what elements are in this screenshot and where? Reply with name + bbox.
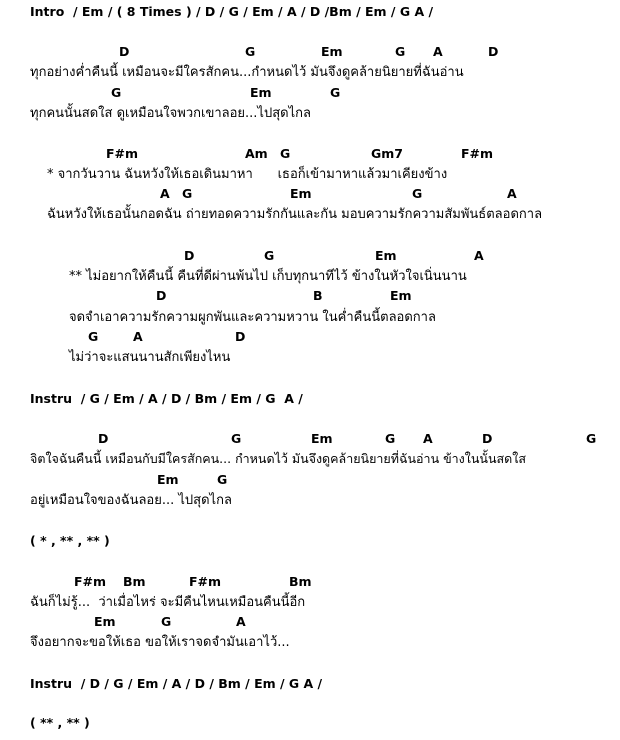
chord: G: [182, 186, 193, 201]
chord: F#m: [189, 574, 222, 589]
lyric-line: ไม่ว่าจะแสนนานสักเพียงไหน: [69, 350, 231, 365]
chord: F#m: [461, 146, 494, 161]
chord: G: [412, 186, 423, 201]
chord: D: [98, 431, 109, 446]
chord: F#m: [106, 146, 139, 161]
chord: G: [217, 472, 228, 487]
chord: D: [235, 329, 246, 344]
lyric-line: จึงอยากจะขอให้เธอ ขอให้เราจดจำมันเอาไว้...: [30, 635, 290, 650]
chord: G: [245, 44, 256, 59]
chord: Em: [311, 431, 333, 446]
lyric-line: ฉันก็ไม่รู้... ว่าเมื่อไหร่ จะมีคืนไหนเหมือนคืนนี้อีก: [30, 595, 306, 610]
chord: A: [160, 186, 170, 201]
chord: G: [395, 44, 406, 59]
chord: G: [231, 431, 242, 446]
chord: G: [111, 85, 122, 100]
instru-line: Instru / G / Em / A / D / Bm / Em / G A /: [30, 391, 303, 406]
chord: D: [184, 248, 195, 263]
lyric-line: อยู่เหมือนใจของฉันลอย... ไปสุดไกล: [30, 493, 232, 508]
chord: D: [156, 288, 167, 303]
chord: B: [313, 288, 323, 303]
chord: G: [586, 431, 597, 446]
chord: A: [236, 614, 246, 629]
lyric-line: ** ไม่อยากให้คืนนี้ คืนที่ดีผ่านพ้นไป เก็บทุกนาทีไว้ ข้างในหัวใจเนิ่นนาน: [69, 269, 467, 284]
chord: A: [474, 248, 484, 263]
chord: A: [507, 186, 517, 201]
chord: Bm: [123, 574, 146, 589]
chord: Em: [157, 472, 179, 487]
chord: A: [433, 44, 443, 59]
chord: Bm: [289, 574, 312, 589]
chord: Em: [390, 288, 412, 303]
chord: Em: [94, 614, 116, 629]
lyric-line: จิตใจฉันคืนนี้ เหมือนกับมีใครสักคน... กำหนดไว้ มันจึงดูคล้ายนิยายที่ฉันอ่าน ข้างในนั้นสดใส: [30, 451, 526, 466]
chord: G: [385, 431, 396, 446]
chord: Gm7: [371, 146, 403, 161]
chord: G: [264, 248, 275, 263]
chord: G: [330, 85, 341, 100]
chord: Em: [290, 186, 312, 201]
chord: D: [482, 431, 493, 446]
chord: D: [119, 44, 130, 59]
chord: D: [488, 44, 499, 59]
instru-line: Instru / D / G / Em / A / D / Bm / Em / G A /: [30, 676, 323, 691]
chord: F#m: [74, 574, 107, 589]
repeat-marker: ( ** , ** ): [30, 715, 90, 730]
lyric-line: จดจำเอาความรักความผูกพันและความหวาน ในค่ำคืนนี้ตลอดกาล: [69, 310, 436, 325]
chord: G: [280, 146, 291, 161]
chord: G: [161, 614, 172, 629]
intro-line: Intro / Em / ( 8 Times ) / D / G / Em / A / D /Bm / Em / G A /: [30, 4, 434, 19]
chord: A: [423, 431, 433, 446]
lyric-line: ฉันหวังให้เธอนั้นกอดฉัน ถ่ายทอดความรักกันและกัน มอบความรักความสัมพันธ์ตลอดกาล: [47, 207, 543, 222]
chord: Em: [321, 44, 343, 59]
chord: G: [88, 329, 99, 344]
chord: Em: [250, 85, 272, 100]
lyric-line: * จากวันวาน ฉันหวังให้เธอเดินมาหา เธอก็เข้ามาหาแล้วมาเคียงข้าง: [47, 167, 448, 182]
repeat-marker: ( * , ** , ** ): [30, 533, 110, 548]
lyric-line: ทุกอย่างค่ำคืนนี้ เหมือนจะมีใครสักคน...กำหนดไว้ มันจึงดูคล้ายนิยายที่ฉันอ่าน: [30, 65, 464, 80]
chord: Em: [375, 248, 397, 263]
chord: A: [133, 329, 143, 344]
chord: Am: [245, 146, 268, 161]
lyric-line: ทุกคนนั้นสดใส ดูเหมือนใจพวกเขาลอย...ไปสุดไกล: [30, 106, 311, 121]
